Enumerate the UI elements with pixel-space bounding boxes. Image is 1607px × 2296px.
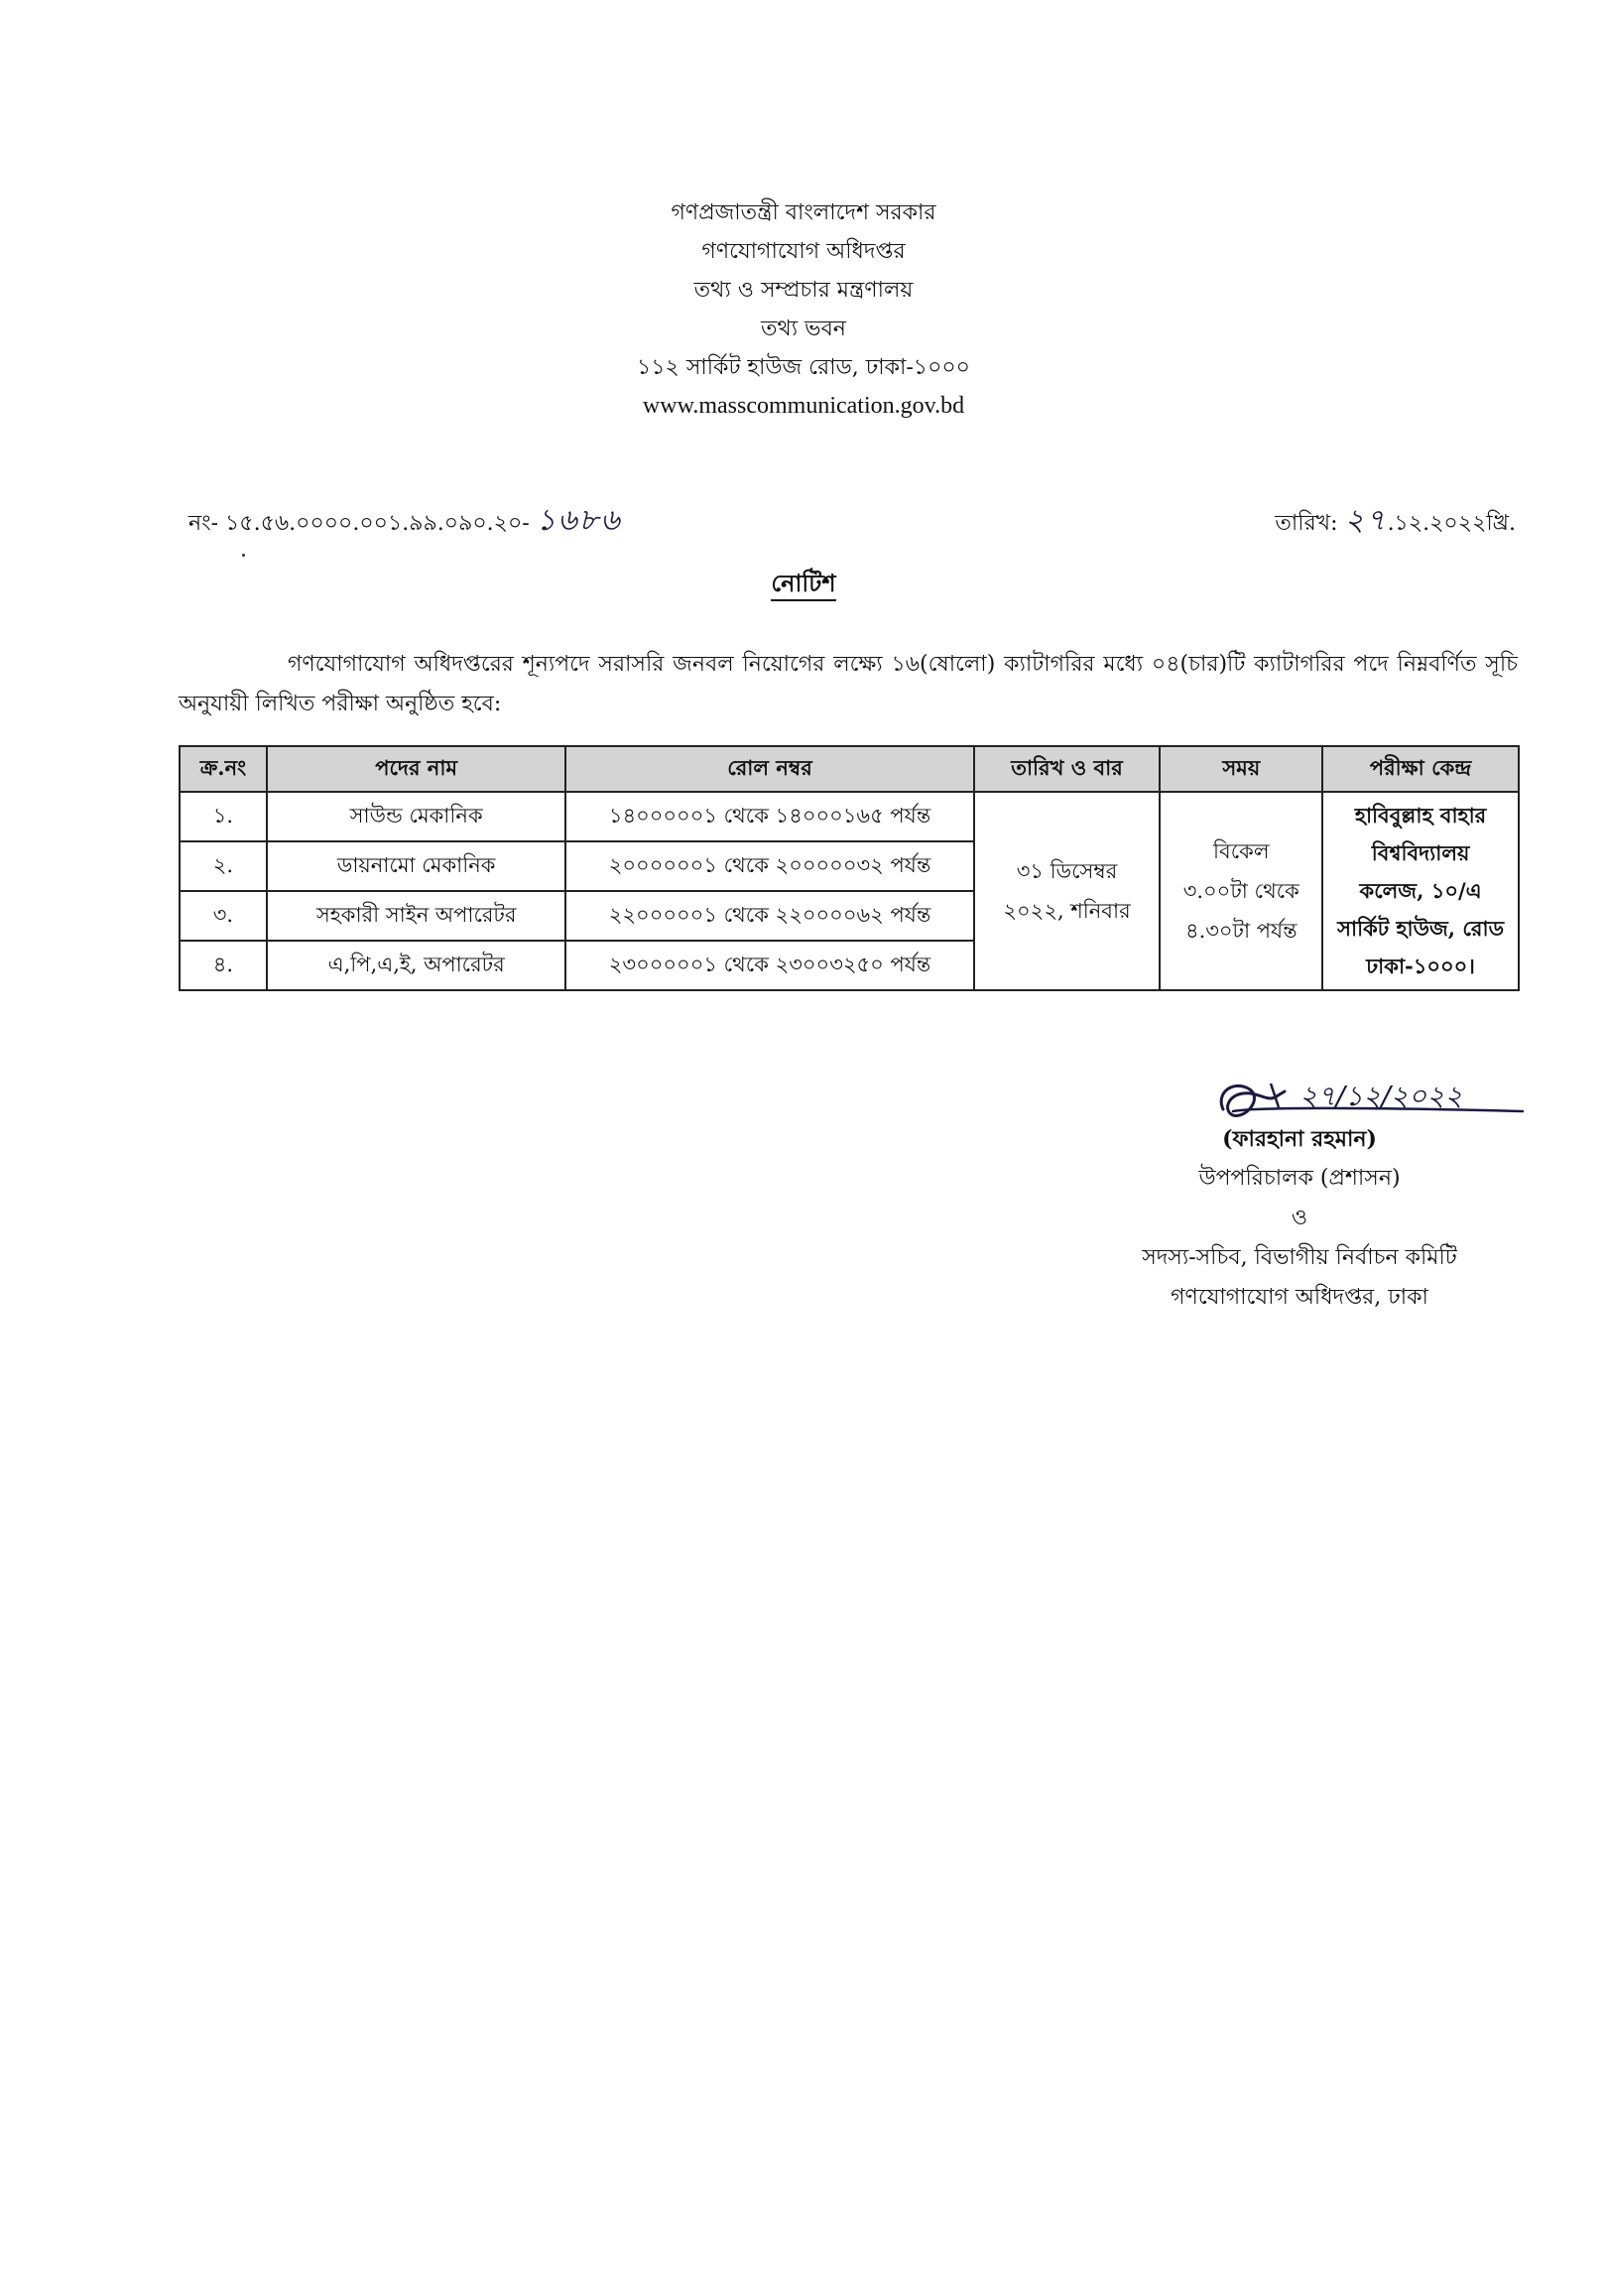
post-cell: ডায়নামো মেকানিক	[267, 841, 565, 891]
signatory-office: গণযোগাযোগ অধিদপ্তর, ঢাকা	[1171, 1285, 1428, 1310]
ministry-name: তথ্য ও সম্প্রচার মন্ত্রণালয়	[693, 278, 914, 303]
exam-schedule-table	[179, 745, 1520, 991]
serial-cell: ১.	[180, 792, 267, 841]
memo-number	[188, 496, 622, 547]
header-time: সময়	[1160, 746, 1322, 792]
exam-center-cell: হাবিবুল্লাহ বাহার বিশ্ববিদ্যালয় কলেজ, ১০/এ সার্কিট হাউজ, রোড ঢাকা-১০০০।	[1322, 792, 1519, 990]
building-name: তথ্য ভবন	[761, 317, 846, 341]
roll-cell: ২৩০০০০০১ থেকে ২৩০০৩২৫০ পর্যন্ত	[565, 941, 973, 990]
website: www.masscommunication.gov.bd	[642, 393, 965, 419]
notice-title: নোটিশ	[0, 566, 1607, 605]
serial-cell: ৩.	[180, 891, 267, 941]
date-rest: .১২.২০২২খ্রি.	[1387, 511, 1516, 536]
date-day-handwritten: ২৭	[1344, 503, 1388, 538]
address: ১১২ সার্কিট হাউজ রোড, ঢাকা-১০০০	[637, 355, 970, 380]
issue-date	[1275, 496, 1516, 547]
roll-cell: ১৪০০০০০১ থেকে ১৪০০০১৬৫ পর্যন্ত	[565, 792, 973, 841]
header-serial: ক্র.নং	[180, 746, 267, 792]
notice-body: গণযোগাযোগ অধিদপ্তরের শূন্যপদে সরাসরি জনবল নিয়োগের লক্ষ্যে ১৬(ষোলো) ক্যাটাগরির মধ্যে ০৪(চার)টি ক্যাটাগরির পদে নিম্নবর্ণিত সূচি অনুযায়ী লিখিত পরীক্ষা অনুষ্ঠিত হবে:	[179, 652, 1518, 716]
header-roll: রোল নম্বর	[565, 746, 973, 792]
memo-number-handwritten: ১৬৮৬	[536, 503, 622, 538]
conjunction: ও	[1291, 1206, 1308, 1230]
memo-number-prefix: নং- ১৫.৫৬.০০০০.০০১.৯৯.০৯০.২০-	[188, 511, 530, 536]
serial-cell: ৪.	[180, 941, 267, 990]
header-center: পরীক্ষা কেন্দ্র	[1322, 746, 1519, 792]
date-label: তারিখ:	[1275, 511, 1338, 536]
table-header-row	[180, 746, 1519, 792]
notice-paragraph	[179, 645, 1518, 724]
signatory-name: (ফারহানা রহমান)	[1222, 1126, 1377, 1152]
signature-block	[1061, 1119, 1538, 1318]
roll-cell: ২০০০০০০১ থেকে ২০০০০০৩২ পর্যন্ত	[565, 841, 973, 891]
post-cell: এ,পি,এ,ই, অপারেটর	[267, 941, 565, 990]
table-row	[180, 792, 1519, 841]
signatory-role: সদস্য-সচিব, বিভাগীয় নির্বাচন কমিটি	[1142, 1245, 1457, 1270]
header-post: পদের নাম	[267, 746, 565, 792]
post-cell: সহকারী সাইন অপারেটর	[267, 891, 565, 941]
signatory-designation: উপপরিচালক (প্রশাসন)	[1198, 1166, 1401, 1191]
serial-cell: ২.	[180, 841, 267, 891]
exam-time-cell: বিকেল ৩.০০টা থেকে ৪.৩০টা পর্যন্ত	[1160, 792, 1322, 990]
signature-date: ২৭/১২/২০২২	[1299, 1080, 1463, 1112]
exam-date-cell: ৩১ ডিসেম্বর ২০২২, শনিবার	[974, 792, 1161, 990]
post-cell: সাউন্ড মেকানিক	[267, 792, 565, 841]
government-name: গণপ্রজাতন্ত্রী বাংলাদেশ সরকার	[671, 200, 936, 225]
header-date: তারিখ ও বার	[974, 746, 1161, 792]
roll-cell: ২২০০০০০১ থেকে ২২০০০০৬২ পর্যন্ত	[565, 891, 973, 941]
department-name: গণযোগাযোগ অধিদপ্তর	[701, 239, 906, 264]
stray-mark	[242, 554, 245, 557]
letterhead	[0, 193, 1607, 426]
